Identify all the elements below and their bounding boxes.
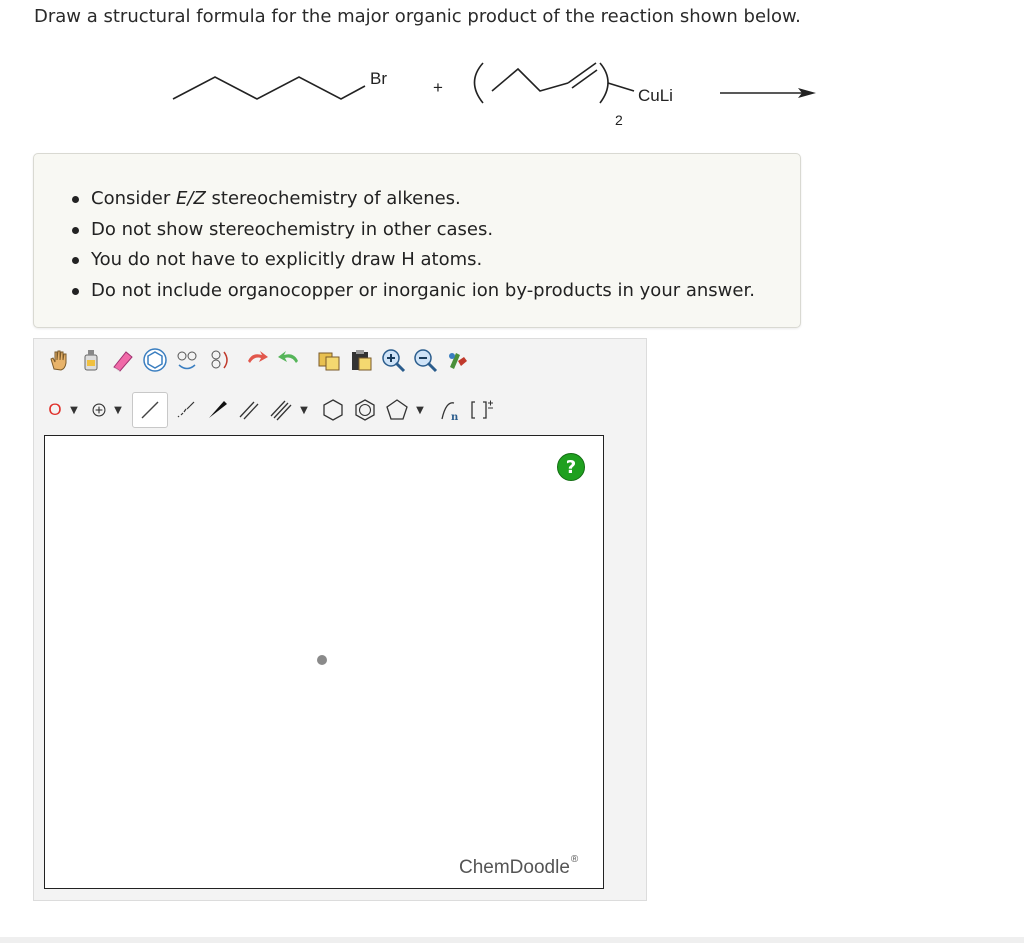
atom-label-tool[interactable] bbox=[44, 394, 66, 426]
chain-tool[interactable] bbox=[434, 394, 464, 426]
instruction-3: You do not have to explicitly draw H atoms. bbox=[91, 245, 755, 276]
drawing-canvas[interactable] bbox=[44, 435, 604, 889]
hand-icon bbox=[46, 347, 72, 373]
zoom-in-icon bbox=[380, 347, 406, 373]
instruction-2: Do not show stereochemistry in other cases. bbox=[91, 215, 755, 246]
eraser-icon bbox=[110, 347, 136, 373]
svg-text:n: n bbox=[451, 412, 459, 423]
redo-button[interactable] bbox=[274, 344, 304, 376]
zoom-in-button[interactable] bbox=[378, 344, 408, 376]
cyclopentane-tool[interactable] bbox=[382, 394, 412, 426]
canvas-cursor-dot bbox=[317, 655, 327, 665]
ring-template-icon bbox=[142, 347, 168, 373]
wedge-bond-tool[interactable] bbox=[202, 394, 232, 426]
bottle-icon bbox=[78, 347, 104, 373]
charge-plus-icon bbox=[88, 397, 110, 423]
ring-dropdown[interactable]: ▼ bbox=[416, 404, 424, 416]
hashed-bond-tool[interactable] bbox=[170, 394, 200, 426]
registered-mark: ® bbox=[570, 853, 579, 865]
bond-to-cu bbox=[608, 83, 634, 91]
chemdoodle-sketcher bbox=[33, 338, 647, 901]
charge-dropdown[interactable]: ▼ bbox=[114, 404, 122, 416]
single-bond-tool[interactable] bbox=[132, 392, 168, 428]
redo-icon bbox=[276, 347, 302, 373]
bromine-label: Br bbox=[370, 69, 387, 88]
plus-sign: + bbox=[433, 78, 443, 97]
subscript-2: 2 bbox=[615, 112, 623, 128]
double-bond-icon bbox=[236, 397, 262, 423]
zoom-out-button[interactable] bbox=[410, 344, 440, 376]
question-text: Draw a structural formula for the major organic product of the reaction shown below. bbox=[34, 6, 801, 27]
double-bond-tool[interactable] bbox=[234, 394, 264, 426]
atom-label: O bbox=[48, 400, 62, 419]
butenyl-chain bbox=[492, 69, 568, 91]
atom-dropdown[interactable]: ▼ bbox=[70, 404, 78, 416]
clear-tool[interactable] bbox=[76, 344, 106, 376]
hashed-wedge-icon bbox=[172, 397, 198, 423]
copy-icon bbox=[316, 347, 342, 373]
instructions-list bbox=[91, 184, 755, 306]
reaction-scheme bbox=[160, 55, 840, 130]
rotate-tool[interactable] bbox=[172, 344, 202, 376]
eraser-tool[interactable] bbox=[108, 344, 138, 376]
cyclohexane-icon bbox=[320, 397, 346, 423]
instruction-4: Do not include organocopper or inorganic ion by-products in your answer. bbox=[91, 276, 755, 307]
benzene-icon bbox=[352, 397, 378, 423]
benzene-tool[interactable] bbox=[350, 394, 380, 426]
page-bottom-strip bbox=[0, 937, 1024, 943]
flip-molecule-icon bbox=[206, 347, 232, 373]
toolbar-top bbox=[44, 343, 474, 377]
undo-icon bbox=[244, 347, 270, 373]
chemdoodle-brand: ChemDoodle® bbox=[459, 853, 579, 878]
copy-tool[interactable] bbox=[314, 344, 344, 376]
reaction-drawing bbox=[160, 55, 840, 130]
clean-tool[interactable] bbox=[442, 344, 472, 376]
triple-bond-icon bbox=[268, 397, 294, 423]
alkyl-chain-reactant bbox=[173, 77, 365, 99]
help-button[interactable]: ? bbox=[557, 453, 585, 481]
toolbar-bottom bbox=[44, 393, 498, 427]
close-paren bbox=[600, 63, 608, 103]
rotate-molecule-icon bbox=[174, 347, 200, 373]
bond-dropdown[interactable]: ▼ bbox=[300, 404, 308, 416]
bracket-tool[interactable] bbox=[466, 394, 496, 426]
hand-tool[interactable] bbox=[44, 344, 74, 376]
open-paren bbox=[475, 63, 484, 103]
cyclohexane-tool[interactable] bbox=[318, 394, 348, 426]
instructions-box bbox=[33, 153, 801, 328]
cyclopentane-icon bbox=[384, 397, 410, 423]
single-bond-icon bbox=[137, 397, 163, 423]
clipboard-icon bbox=[348, 347, 374, 373]
instruction-1: Consider E/Z stereochemistry of alkenes. bbox=[91, 184, 755, 215]
vinyl-bond-2 bbox=[572, 70, 597, 88]
clean-structure-icon bbox=[444, 347, 470, 373]
reagent-label: CuLi bbox=[638, 86, 673, 105]
flip-tool[interactable] bbox=[204, 344, 234, 376]
bracket-charge-icon bbox=[468, 397, 494, 423]
paste-tool[interactable] bbox=[346, 344, 376, 376]
chain-icon bbox=[436, 397, 462, 423]
undo-button[interactable] bbox=[242, 344, 272, 376]
wedge-bond-icon bbox=[204, 397, 230, 423]
charge-tool[interactable] bbox=[88, 394, 110, 426]
zoom-out-icon bbox=[412, 347, 438, 373]
template-tool[interactable] bbox=[140, 344, 170, 376]
triple-bond-tool[interactable] bbox=[266, 394, 296, 426]
